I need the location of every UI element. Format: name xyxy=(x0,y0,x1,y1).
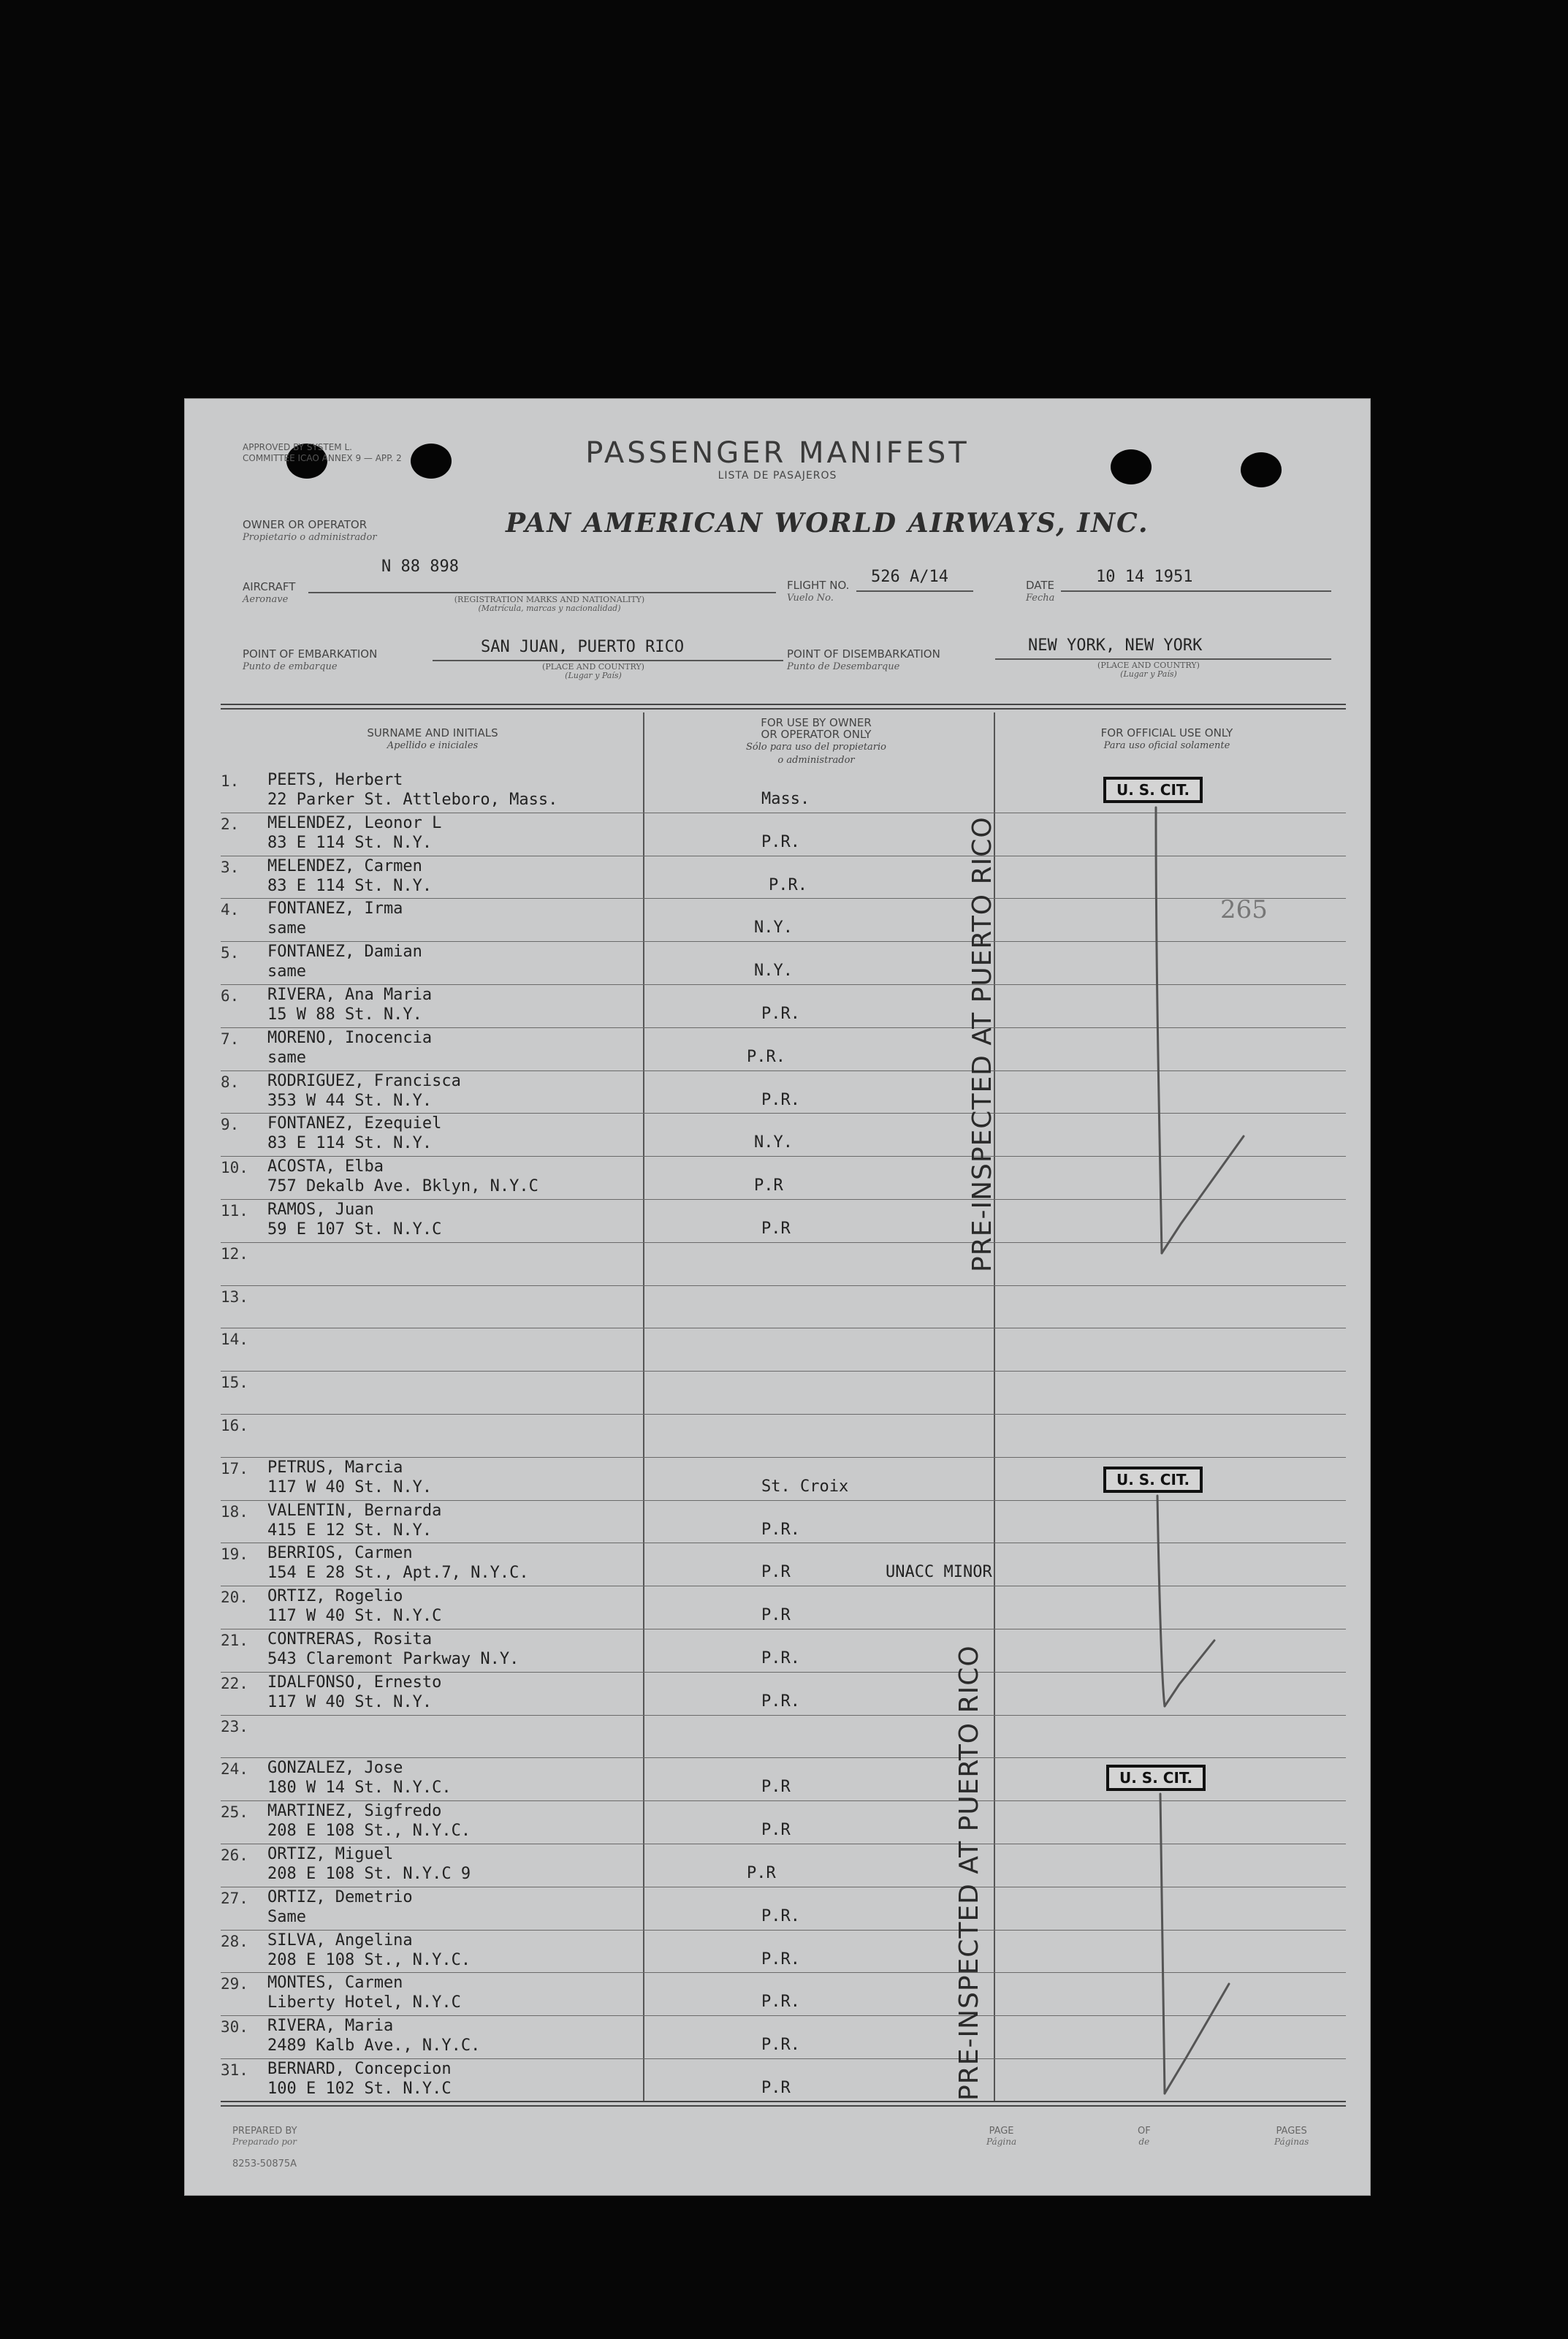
passenger-destination: N.Y. xyxy=(754,962,793,981)
preinspected-stamp: PRE-INSPECTED AT PUERTO RICO xyxy=(967,816,997,1272)
col-surname-en: SURNAME AND INITIALS xyxy=(367,726,498,739)
passenger-name: ORTIZ, Miguel xyxy=(267,1845,394,1863)
passenger-name: RIVERA, Maria xyxy=(267,2017,394,2036)
passenger-name: FONTANEZ, Irma xyxy=(267,900,403,919)
row-number: 15. xyxy=(221,1374,248,1392)
flight-label-en: FLIGHT NO. xyxy=(787,579,850,592)
embark-caption-en: (PLACE AND COUNTRY) xyxy=(542,662,644,672)
pencil-line xyxy=(1160,1794,1165,2093)
aircraft-label-es: Aeronave xyxy=(243,594,289,605)
of-label xyxy=(1138,2126,1151,2148)
embark-caption-es: (Lugar y País) xyxy=(565,671,622,680)
row-number: 31. xyxy=(221,2061,248,2079)
date-label-es: Fecha xyxy=(1026,593,1055,604)
passenger-destination: P.R. xyxy=(761,2036,800,2055)
page-label-en: PAGE xyxy=(989,2126,1014,2137)
row-number: 2. xyxy=(221,815,240,833)
col-surname-es: Apellido e iniciales xyxy=(387,740,479,751)
passenger-address: 208 E 108 St., N.Y.C. xyxy=(267,1950,471,1969)
row-number: 26. xyxy=(221,1847,248,1864)
passenger-destination: St. Croix xyxy=(761,1477,849,1496)
col-official-en: FOR OFFICIAL USE ONLY xyxy=(1100,726,1233,739)
registration-caption-es: (Matrícula, marcas y nacionalidad) xyxy=(478,604,621,613)
passenger-name: MELENDEZ, Leonor L xyxy=(267,813,442,832)
form-number: 8253-50875A xyxy=(232,2159,297,2169)
prepared-by-en: PREPARED BY xyxy=(232,2126,297,2137)
passenger-address: 117 W 40 St. N.Y. xyxy=(267,1692,433,1711)
passenger-address: same xyxy=(267,919,306,938)
row-number: 25. xyxy=(221,1803,248,1822)
disembark-value: NEW YORK, NEW YORK xyxy=(1028,636,1203,655)
row-number: 14. xyxy=(221,1331,248,1349)
pages-label-en: PAGES xyxy=(1276,2126,1307,2137)
pencil-marks xyxy=(184,398,1371,2196)
row-number: 21. xyxy=(221,1632,248,1649)
passenger-name: RAMOS, Juan xyxy=(267,1201,374,1219)
passenger-address: 757 Dekalb Ave. Bklyn, N.Y.C xyxy=(267,1177,538,1196)
passenger-address: 117 W 40 St. N.Y. xyxy=(267,1477,433,1496)
of-label-en: OF xyxy=(1138,2126,1151,2137)
row-number: 30. xyxy=(221,2018,248,2036)
approval-note: APPROVED BY SYSTEM L. COMMITTEE ICAO ANNEX 9 — APP. 2 xyxy=(243,442,402,463)
passenger-name: ORTIZ, Rogelio xyxy=(267,1587,403,1606)
registration-caption-en: (REGISTRATION MARKS AND NATIONALITY) xyxy=(454,595,645,604)
row-number: 11. xyxy=(221,1202,248,1220)
passenger-address: 2489 Kalb Ave., N.Y.C. xyxy=(267,2036,481,2055)
prepared-by-label xyxy=(232,2126,297,2148)
flight-label-es: Vuelo No. xyxy=(787,593,834,604)
row-number: 10. xyxy=(221,1159,248,1177)
passenger-address: 353 W 44 St. N.Y. xyxy=(267,1091,433,1110)
passenger-destination: N.Y. xyxy=(754,919,793,937)
passenger-name: ACOSTA, Elba xyxy=(267,1157,384,1176)
passenger-name: BERRIOS, Carmen xyxy=(267,1544,413,1563)
pencil-number: 265 xyxy=(1220,895,1268,924)
passenger-destination: P.R. xyxy=(747,1047,785,1066)
registration-value: N 88 898 xyxy=(381,558,459,576)
us-citizen-stamp: U. S. CIT. xyxy=(1103,777,1203,803)
row-number: 6. xyxy=(221,987,240,1005)
passenger-name: MONTES, Carmen xyxy=(267,1974,403,1993)
passenger-name: PETRUS, Marcia xyxy=(267,1458,403,1477)
row-number: 24. xyxy=(221,1760,248,1779)
passenger-address: Liberty Hotel, N.Y.C xyxy=(267,1993,461,2012)
passenger-name: ORTIZ, Demetrio xyxy=(267,1887,413,1906)
row-number: 7. xyxy=(221,1030,240,1048)
row-number: 5. xyxy=(221,944,240,962)
embark-label-es: Punto de embarque xyxy=(243,661,338,672)
row-number: 28. xyxy=(221,1932,248,1950)
passenger-destination: P.R. xyxy=(761,1692,800,1711)
passenger-destination: Mass. xyxy=(761,790,810,808)
page-label-es: Página xyxy=(986,2137,1017,2147)
passenger-name: IDALFONSO, Ernesto xyxy=(267,1673,442,1692)
passenger-address: same xyxy=(267,962,306,981)
passenger-destination: P.R xyxy=(761,1778,791,1797)
passenger-destination: P.R. xyxy=(761,1906,800,1925)
passenger-destination: P.R. xyxy=(761,1649,800,1667)
passenger-name: VALENTIN, Bernarda xyxy=(267,1501,442,1520)
passenger-destination: P.R xyxy=(761,1606,791,1625)
passenger-destination: P.R. xyxy=(761,1520,800,1539)
operator-name: PAN AMERICAN WORLD AIRWAYS, INC. xyxy=(506,508,1149,539)
passenger-address: Same xyxy=(267,1907,306,1926)
passenger-name: MORENO, Inocencia xyxy=(267,1028,433,1047)
passenger-destination: P.R xyxy=(761,1563,791,1582)
passenger-address: 180 W 14 St. N.Y.C. xyxy=(267,1779,452,1798)
passenger-name: GONZALEZ, Jose xyxy=(267,1759,403,1778)
passenger-address: 83 E 114 St. N.Y. xyxy=(267,833,433,852)
us-citizen-stamp: U. S. CIT. xyxy=(1106,1765,1206,1791)
row-number: 16. xyxy=(221,1417,248,1434)
row-number: 20. xyxy=(221,1589,248,1607)
page-subtitle: LISTA DE PASAJEROS xyxy=(718,470,837,482)
passenger-address: 59 E 107 St. N.Y.C xyxy=(267,1220,442,1239)
passenger-address: 100 E 102 St. N.Y.C xyxy=(267,2080,452,2098)
passenger-name: MARTINEZ, Sigfredo xyxy=(267,1802,442,1821)
row-number: 18. xyxy=(221,1502,248,1521)
passenger-name: BERNARD, Concepcion xyxy=(267,2060,452,2078)
passenger-name: RODRIGUEZ, Francisca xyxy=(267,1071,461,1090)
passenger-address: 83 E 114 St. N.Y. xyxy=(267,876,433,895)
page-label xyxy=(986,2126,1016,2148)
row-number: 27. xyxy=(221,1889,248,1907)
row-number: 17. xyxy=(221,1459,248,1477)
passenger-address: 154 E 28 St., Apt.7, N.Y.C. xyxy=(267,1564,529,1583)
passenger-destination: P.R xyxy=(761,1821,791,1840)
row-number: 9. xyxy=(221,1116,240,1134)
of-label-es: de xyxy=(1138,2137,1150,2147)
flight-value: 526 A/14 xyxy=(871,568,948,586)
passenger-destination: P.R. xyxy=(761,1090,800,1109)
passenger-destination: P.R xyxy=(747,1864,776,1882)
owner-label-en: OWNER OR OPERATOR xyxy=(243,518,368,531)
pages-label-es: Páginas xyxy=(1274,2137,1309,2147)
disembark-label-es: Punto de Desembarque xyxy=(787,661,900,672)
passenger-address: 83 E 114 St. N.Y. xyxy=(267,1134,433,1153)
embark-value: SAN JUAN, PUERTO RICO xyxy=(481,638,685,656)
date-label-en: DATE xyxy=(1026,579,1055,592)
owner-label-es: Propietario o administrador xyxy=(243,532,377,543)
passenger-name: PEETS, Herbert xyxy=(267,771,403,789)
passenger-destination: P.R. xyxy=(761,1993,800,2012)
passenger-address: 208 E 108 St. N.Y.C 9 xyxy=(267,1865,471,1883)
passenger-destination: P.R xyxy=(761,1220,791,1238)
pencil-line xyxy=(1157,1496,1165,1706)
check-mark-icon xyxy=(1165,1984,1229,2093)
prepared-by-es: Preparado por xyxy=(232,2137,297,2147)
passenger-destination: P.R. xyxy=(769,875,807,894)
passenger-destination: P.R xyxy=(754,1176,783,1195)
row-number: 22. xyxy=(221,1674,248,1692)
check-mark-icon xyxy=(1162,1136,1244,1253)
row-number: 29. xyxy=(221,1975,248,1993)
passenger-address: 208 E 108 St., N.Y.C. xyxy=(267,1822,471,1841)
date-value: 10 14 1951 xyxy=(1096,568,1193,586)
check-mark-icon xyxy=(1165,1640,1214,1706)
disembark-caption-en: (PLACE AND COUNTRY) xyxy=(1097,661,1200,670)
passenger-note: UNACC MINOR xyxy=(886,1563,992,1582)
preinspected-stamp: PRE-INSPECTED AT PUERTO RICO xyxy=(954,1645,984,2101)
passenger-destination: P.R. xyxy=(761,1005,800,1023)
passenger-address: same xyxy=(267,1048,306,1067)
row-number: 8. xyxy=(221,1073,240,1091)
row-number: 1. xyxy=(221,772,240,790)
us-citizen-stamp: U. S. CIT. xyxy=(1103,1467,1203,1493)
passenger-name: FONTANEZ, Ezequiel xyxy=(267,1114,442,1133)
col-owner-en-2: OR OPERATOR ONLY xyxy=(761,728,872,741)
col-owner-es-2: o administrador xyxy=(777,755,855,766)
embark-label-en: POINT OF EMBARKATION xyxy=(243,647,378,661)
col-owner-en-1: FOR USE BY OWNER xyxy=(761,716,872,729)
pencil-line xyxy=(1156,807,1162,1253)
passenger-name: RIVERA, Ana Maria xyxy=(267,986,433,1004)
passenger-destination: P.R. xyxy=(761,832,800,851)
row-number: 4. xyxy=(221,901,240,919)
pages-label xyxy=(1274,2126,1309,2148)
page-title: PASSENGER MANIFEST xyxy=(585,436,970,470)
row-number: 12. xyxy=(221,1244,248,1263)
passenger-name: MELENDEZ, Carmen xyxy=(267,856,422,875)
passenger-address: 543 Claremont Parkway N.Y. xyxy=(267,1650,520,1668)
disembark-label-en: POINT OF DISEMBARKATION xyxy=(787,647,940,661)
passenger-name: FONTANEZ, Damian xyxy=(267,943,422,962)
col-owner-es-1: Sólo para uso del propietario xyxy=(745,742,887,753)
passenger-address: 415 E 12 St. N.Y. xyxy=(267,1521,433,1540)
aircraft-label-en: AIRCRAFT xyxy=(243,580,296,593)
row-number: 23. xyxy=(221,1717,248,1735)
row-number: 13. xyxy=(221,1288,248,1306)
passenger-name: CONTRERAS, Rosita xyxy=(267,1630,433,1648)
passenger-address: 22 Parker St. Attleboro, Mass. xyxy=(267,791,558,809)
passenger-destination: N.Y. xyxy=(754,1133,793,1152)
passenger-name: SILVA, Angelina xyxy=(267,1931,413,1950)
passenger-destination: P.R xyxy=(761,2079,791,2097)
manifest-sheet xyxy=(184,398,1371,2196)
passenger-destination: P.R. xyxy=(761,1950,800,1969)
row-number: 3. xyxy=(221,858,240,876)
passenger-address: 15 W 88 St. N.Y. xyxy=(267,1005,422,1024)
disembark-caption-es: (Lugar y País) xyxy=(1120,669,1177,679)
col-official-es: Para uso oficial solamente xyxy=(1103,740,1230,751)
row-number: 19. xyxy=(221,1545,248,1564)
passenger-address: 117 W 40 St. N.Y.C xyxy=(267,1607,442,1626)
